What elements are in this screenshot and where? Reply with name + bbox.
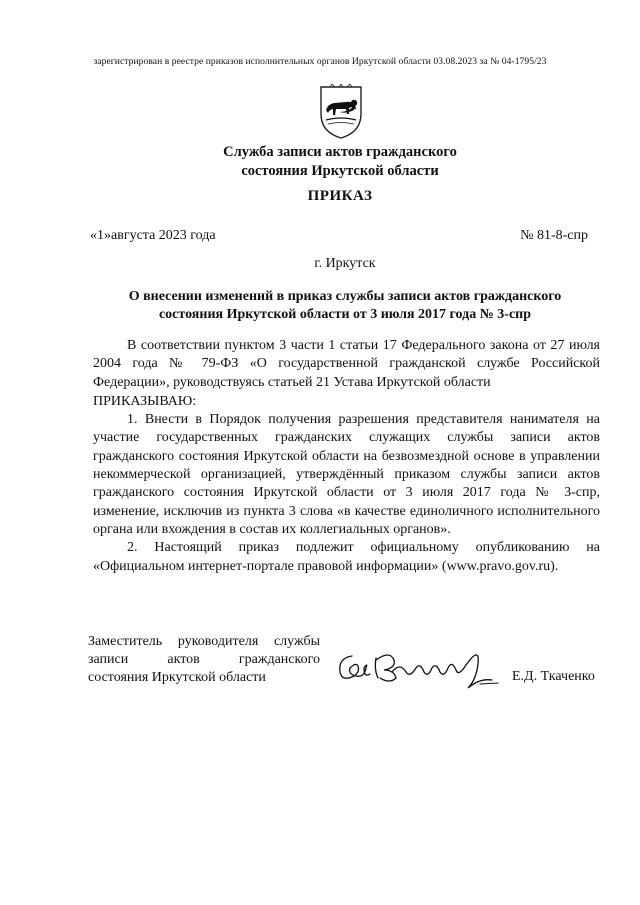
signatory-title-line-1: Заместитель руководителя службы (88, 634, 320, 649)
document-number: № 81-8-спр (520, 228, 588, 243)
signatory-title-line-3: состояния Иркутской области (88, 670, 266, 685)
agency-name (0, 143, 640, 181)
agency-line-2: состояния Иркутской области (241, 163, 439, 179)
coat-of-arms-icon (318, 84, 364, 140)
document-type: ПРИКАЗ (307, 188, 373, 204)
handwritten-signature (330, 638, 500, 698)
registration-note: зарегистрирован в реестре приказов исполнительных органов Иркутской области 03.08.2023 за № 04-1795/23 (93, 56, 547, 67)
signer-name: Е.Д. Ткаченко (512, 669, 595, 684)
decree-word: ПРИКАЗЫВАЮ: (93, 393, 197, 409)
document-city: г. Иркутск (314, 256, 376, 271)
item-2-paragraph: 2. Настоящий приказ подлежит официальному опубликованию на «Официальном интернет-портале правовой информации» (www.pravo.gov.ru). (93, 540, 600, 574)
signatory-title-line-2: записи актов гражданского (88, 652, 320, 667)
signatory-title (88, 633, 320, 687)
document-subject (90, 288, 600, 324)
subject-line-2: состояния Иркутской области от 3 июля 2017 года № 3-спр (158, 307, 532, 322)
document-body (93, 337, 600, 576)
preamble-paragraph: В соответствии пунктом 3 части 1 статьи 17 Федерального закона от 27 июля 2004 года № 79-ФЗ «О государственной гражданской службе Российской Федерации», руководствуясь статьей 21 Устава Иркутской области (93, 338, 600, 390)
subject-line-1: О внесении изменений в приказ службы записи актов гражданского (128, 289, 562, 304)
agency-line-1: Служба записи актов гражданского (223, 144, 457, 160)
item-1-paragraph: 1. Внести в Порядок получения разрешения представителя нанимателя на участие государственных гражданских служащих службы записи актов гражданского состояния Иркутской области на безвозмездной основе в управлении некоммерческой организацией, утверждённый приказом службы записи актов гражданского состояния Иркутской области от 3 июля 2017 года № 3-спр, изменение, исключив из пункта 3 слова «в качестве единоличного исполнительного органа или вхождения в состав их коллегиальных органов». (93, 412, 600, 537)
document-date: «1»августа 2023 года (90, 228, 216, 243)
